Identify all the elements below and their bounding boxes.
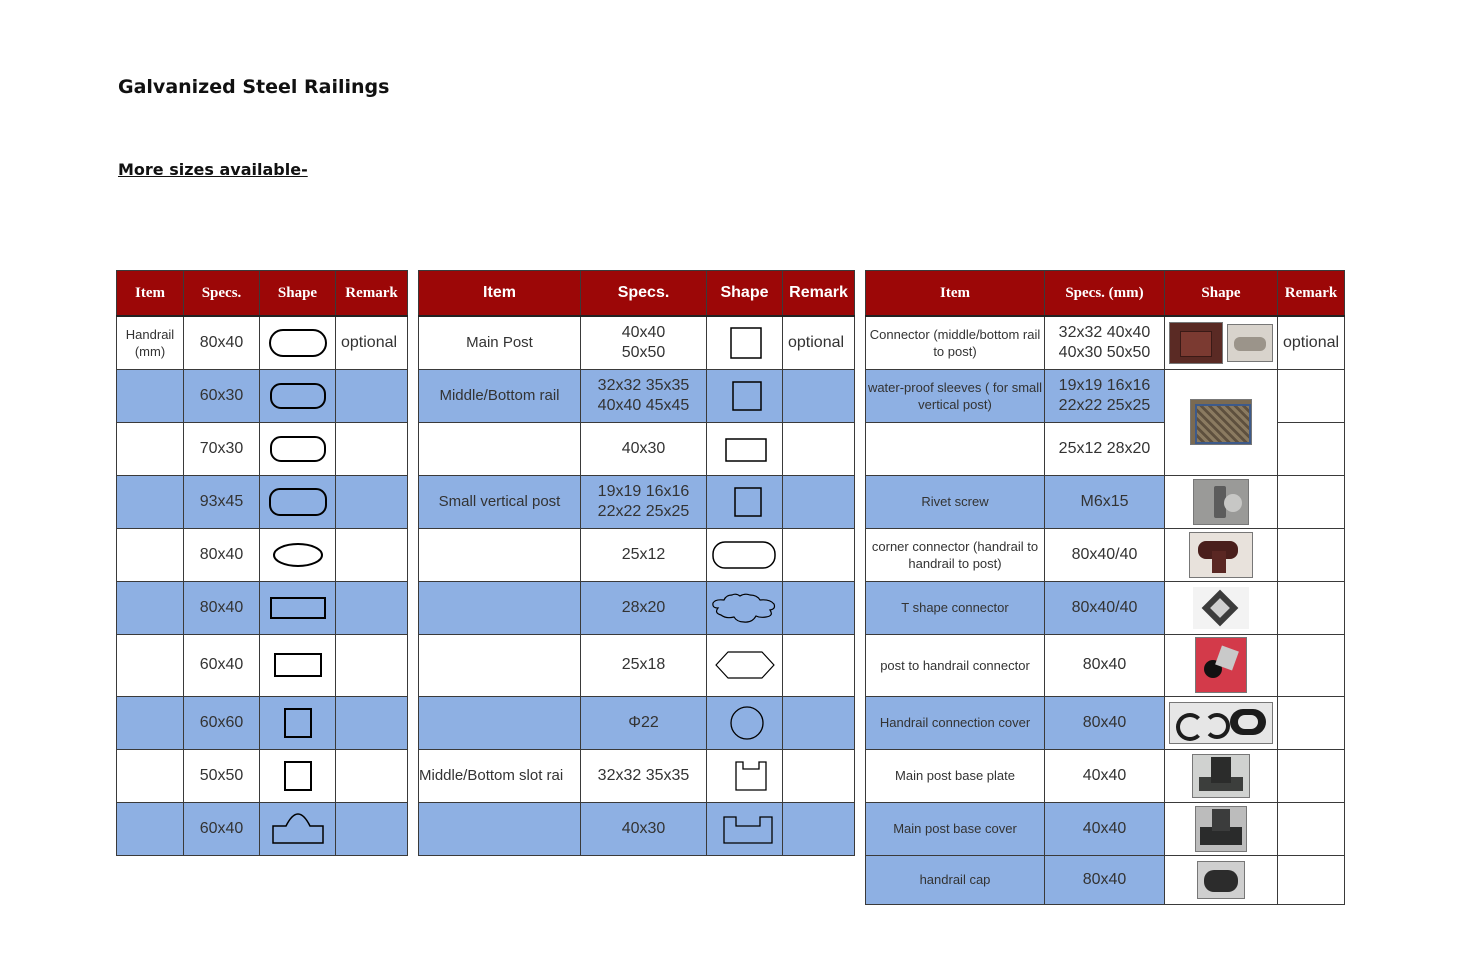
item-cell: Small vertical post	[419, 475, 581, 528]
shape-cell	[707, 696, 783, 749]
item-cell: handrail cap	[866, 855, 1045, 904]
item-cell	[117, 316, 184, 369]
item-cell	[866, 422, 1045, 475]
shape-cell	[1165, 528, 1278, 581]
spec-cell: 80x40	[184, 581, 260, 634]
spec-line: 40x30 50x50	[1058, 343, 1151, 361]
handrail-cap-photo-icon	[1197, 861, 1245, 899]
item-cell	[419, 581, 581, 634]
spec-cell: 60x40	[184, 802, 260, 855]
rounded-rect-profile-icon	[268, 487, 328, 517]
spec-cell	[581, 369, 707, 422]
ellipse-profile-icon	[268, 540, 328, 570]
col-header-item: Item	[866, 271, 1045, 317]
base-cover-photo-icon	[1195, 806, 1247, 852]
table-row	[419, 316, 855, 369]
item-cell: Connector (middle/bottom rail to post)	[866, 316, 1045, 369]
spec-cell: 80x40/40	[1045, 528, 1165, 581]
col-header-shape: Shape	[1165, 271, 1278, 317]
spec-cell: 60x40	[184, 634, 260, 696]
shape-cell	[260, 369, 336, 422]
table-row	[419, 749, 855, 802]
square-profile-icon	[715, 379, 775, 413]
col-header-remark: Remark	[1278, 271, 1345, 317]
rectangle-profile-icon	[268, 650, 328, 680]
slot-profile-icon	[710, 812, 780, 846]
table-row	[866, 475, 1345, 528]
item-cell: Middle/Bottom slot rai	[419, 749, 581, 802]
table-row	[866, 855, 1345, 904]
spec-line: 40x40	[621, 323, 666, 341]
item-cell	[419, 634, 581, 696]
rounded-rect-profile-icon	[268, 381, 328, 411]
col-header-shape: Shape	[260, 271, 336, 317]
shape-cell	[707, 802, 783, 855]
more-sizes-note: More sizes available-	[118, 160, 308, 179]
shape-cell	[707, 369, 783, 422]
table-row	[117, 528, 408, 581]
table-row	[117, 475, 408, 528]
table-row	[866, 581, 1345, 634]
square-profile-icon	[268, 759, 328, 793]
spec-cell: 60x60	[184, 696, 260, 749]
shape-cell	[260, 634, 336, 696]
col-header-remark: Remark	[783, 271, 855, 317]
spec-line: 19x19 16x16	[1058, 376, 1151, 394]
spec-cell: 80x40	[184, 528, 260, 581]
spec-cell: 80x40	[1045, 855, 1165, 904]
spec-cell: 80x40	[1045, 634, 1165, 696]
handrail-table	[116, 270, 408, 856]
table-row	[419, 802, 855, 855]
table-row	[419, 369, 855, 422]
shape-cell	[707, 581, 783, 634]
item-cell: Main post base plate	[866, 749, 1045, 802]
item-cell: water-proof sleeves ( for small vertical post)	[866, 369, 1045, 422]
item-cell	[419, 696, 581, 749]
table-row	[419, 528, 855, 581]
shape-cell	[1165, 475, 1278, 528]
shape-cell	[1165, 749, 1278, 802]
shape-cell	[260, 696, 336, 749]
table-row	[866, 749, 1345, 802]
item-cell: T shape connector	[866, 581, 1045, 634]
spec-cell: 40x30	[581, 802, 707, 855]
octagon-profile-icon	[710, 648, 780, 682]
spec-line: 32x32 35x35	[597, 376, 690, 394]
spec-cell: 93x45	[184, 475, 260, 528]
item-cell	[419, 422, 581, 475]
connector-photo-icon	[1169, 322, 1223, 364]
spec-cell: 40x40	[1045, 802, 1165, 855]
t-connector-photo-icon	[1192, 586, 1250, 630]
spec-cell: 40x30	[581, 422, 707, 475]
spec-cell: 25x12 28x20	[1045, 422, 1165, 475]
item-unit: (mm)	[134, 343, 166, 359]
spec-line: 19x19 16x16	[597, 482, 690, 500]
sleeve-photo-icon	[1190, 399, 1252, 445]
corner-connector-photo-icon	[1189, 532, 1253, 578]
connector-bracket-photo-icon	[1227, 324, 1273, 362]
accessories-table	[865, 270, 1345, 905]
item-cell	[419, 802, 581, 855]
remark-cell: optional	[783, 316, 855, 369]
remark-cell: optional	[1278, 316, 1345, 369]
remark-cell: optional	[336, 316, 408, 369]
shape-cell	[260, 581, 336, 634]
col-header-specs: Specs. (mm)	[1045, 271, 1165, 317]
shape-cell	[707, 634, 783, 696]
shape-cell	[1165, 696, 1278, 749]
shape-cell	[260, 475, 336, 528]
spec-cell: 25x18	[581, 634, 707, 696]
shape-cell	[707, 475, 783, 528]
spec-cell	[581, 316, 707, 369]
col-header-shape: Shape	[707, 271, 783, 317]
shape-cell	[260, 422, 336, 475]
item-cell: Rivet screw	[866, 475, 1045, 528]
spec-cell: 50x50	[184, 749, 260, 802]
shape-cell	[1165, 581, 1278, 634]
col-header-remark: Remark	[336, 271, 408, 317]
post-handrail-connector-photo-icon	[1195, 637, 1247, 693]
shape-cell	[260, 749, 336, 802]
item-handrail: Handrail	[125, 326, 175, 342]
connection-cover-photo-icon	[1169, 702, 1273, 744]
item-cell: Middle/Bottom rail	[419, 369, 581, 422]
table-row	[117, 369, 408, 422]
table-row	[117, 634, 408, 696]
spec-cell: 70x30	[184, 422, 260, 475]
domed-profile-icon	[268, 812, 328, 846]
table-row	[117, 422, 408, 475]
rounded-rect-profile-icon	[710, 538, 780, 572]
post-rail-table	[418, 270, 855, 856]
circle-profile-icon	[710, 704, 780, 742]
spec-line: 22x22 25x25	[1058, 396, 1151, 414]
table-row	[419, 581, 855, 634]
base-plate-photo-icon	[1192, 754, 1250, 798]
shape-cell	[1165, 316, 1278, 369]
spec-cell: 80x40	[184, 316, 260, 369]
shape-cell	[1165, 634, 1278, 696]
spec-cell: 80x40/40	[1045, 581, 1165, 634]
rounded-rect-profile-icon	[268, 434, 328, 464]
spec-line: 32x32 40x40	[1058, 323, 1151, 341]
square-profile-icon	[715, 485, 775, 519]
shape-cell	[260, 802, 336, 855]
spec-cell	[1045, 316, 1165, 369]
table-row	[866, 634, 1345, 696]
col-header-specs: Specs.	[581, 271, 707, 317]
spec-cell: 80x40	[1045, 696, 1165, 749]
table-row	[419, 634, 855, 696]
spec-cell: 40x40	[1045, 749, 1165, 802]
table-row	[419, 696, 855, 749]
item-cell: Handrail connection cover	[866, 696, 1045, 749]
item-cell: post to handrail connector	[866, 634, 1045, 696]
table-row	[117, 316, 408, 369]
table-row	[866, 369, 1345, 422]
spec-cell	[581, 475, 707, 528]
shape-cell	[707, 316, 783, 369]
table-row	[117, 749, 408, 802]
item-cell: Main post base cover	[866, 802, 1045, 855]
rectangle-profile-icon	[268, 593, 328, 623]
oval-profile-icon	[268, 328, 328, 358]
spec-line: 50x50	[621, 343, 666, 361]
item-cell: Main Post	[419, 316, 581, 369]
square-profile-icon	[268, 706, 328, 740]
rectangle-profile-icon	[715, 432, 775, 466]
shape-cell	[1165, 369, 1278, 475]
item-cell	[419, 528, 581, 581]
spec-cell: 32x32 35x35	[581, 749, 707, 802]
table-row	[866, 316, 1345, 369]
spec-cell	[1045, 369, 1165, 422]
col-header-specs: Specs.	[184, 271, 260, 317]
shape-cell	[707, 749, 783, 802]
col-header-item: Item	[117, 271, 184, 317]
shape-cell	[707, 528, 783, 581]
table-row	[117, 581, 408, 634]
shape-cell	[1165, 802, 1278, 855]
spec-cell: Φ22	[581, 696, 707, 749]
spec-cell: 25x12	[581, 528, 707, 581]
square-profile-icon	[715, 326, 775, 360]
shape-cell	[260, 528, 336, 581]
table-row	[419, 422, 855, 475]
rivet-screw-photo-icon	[1193, 479, 1249, 525]
table-row	[419, 475, 855, 528]
shape-cell	[707, 422, 783, 475]
item-cell: corner connector (handrail to handrail to post)	[866, 528, 1045, 581]
table-row	[117, 696, 408, 749]
page-title: Galvanized Steel Railings	[118, 76, 390, 98]
shape-cell	[1165, 855, 1278, 904]
shape-cell	[260, 316, 336, 369]
cloud-profile-icon	[710, 591, 780, 625]
col-header-item: Item	[419, 271, 581, 317]
slot-profile-icon	[710, 759, 780, 793]
spec-line: 22x22 25x25	[597, 502, 690, 520]
table-row	[117, 802, 408, 855]
table-row	[866, 802, 1345, 855]
table-row	[866, 696, 1345, 749]
spec-cell: 28x20	[581, 581, 707, 634]
table-row	[866, 528, 1345, 581]
spec-line: 40x40 45x45	[597, 396, 690, 414]
spec-cell: 60x30	[184, 369, 260, 422]
spec-cell: M6x15	[1045, 475, 1165, 528]
